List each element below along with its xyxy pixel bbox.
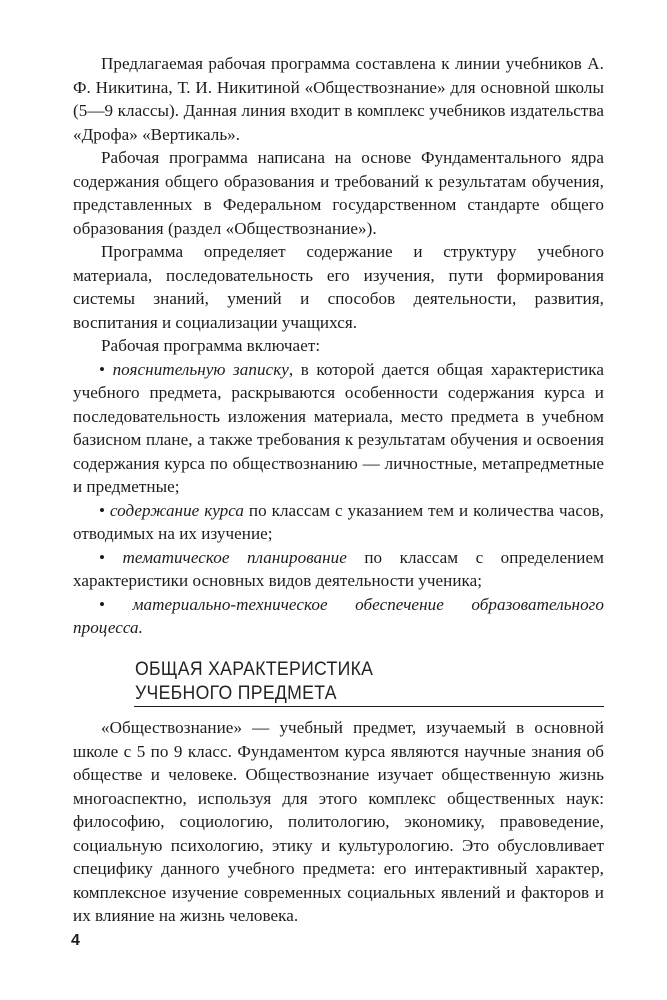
text-run: Программа определяет содержание и структуру учебного материала, последовательность его изучения, пути формирования системы знаний, умений и способов деятельности, развития, воспитания и социализации учащихся.: [73, 242, 604, 332]
bullet-list-item: [73, 593, 604, 640]
page-number: 4: [71, 932, 80, 949]
italic-run: материально-техническое обеспечение образовательного процесса.: [73, 594, 604, 637]
bullet-list-item: [73, 358, 604, 499]
section-heading: [135, 658, 605, 705]
text-run: •: [99, 500, 110, 520]
heading-divider: [134, 706, 604, 707]
paragraph: [73, 334, 604, 358]
text-run: , в которой дается общая характеристика учебного предмета, раскрываются особенности содержания курса и последовательность изложения материала, место предмета в учебном базисном плане, а также требования к результатам обучения и освоения содержания курса по обществознанию — личностные, метапредметные и предметные;: [73, 359, 604, 496]
text-run: Предлагаемая рабочая программа составлена к линии учебников А. Ф. Никитина, Т. И. Никитиной «Обществознание» для основной школы (5—9 классы). Данная линия входит в комплекс учебников издательства «Дрофа» «Вертикаль».: [73, 54, 604, 144]
text-run: •: [99, 359, 113, 379]
text-run: по классам с указанием тем и количества часов, отводимых на их изучение;: [73, 500, 605, 543]
paragraph: [73, 52, 604, 146]
paragraph: [73, 146, 604, 240]
bullet-list-item: [73, 499, 604, 546]
text-run: Рабочая программа написана на основе Фундаментального ядра содержания общего образования и требований к результатам обучения, представленных в Федеральном государственном стандарте общего образования (раздел «Обществознание»).: [73, 148, 604, 238]
italic-run: тематическое планирование: [122, 547, 347, 567]
section-body-text-block: [73, 716, 604, 928]
italic-run: пояснительную записку: [112, 359, 289, 379]
text-run: по классам с определением характеристики основных видов деятельности ученика;: [73, 547, 604, 590]
section-heading-line-2: УЧЕБНОГО ПРЕДМЕТА: [135, 681, 337, 704]
section-heading-line-1: ОБЩАЯ ХАРАКТЕРИСТИКА: [135, 658, 374, 680]
body-text-block: [73, 52, 604, 640]
bullet-list-item: [73, 546, 604, 593]
text-run: «Обществознание» — учебный предмет, изучаемый в основной школе с 5 по 9 класс. Фундаментом курса являются научные знания об обществе и человеке. Обществознание изучает общественную жизнь многоаспектно, используя для этого комплекс общественных наук: философию, социологию, политологию, экономику, правоведение, социальную психологию, этику и культурологию. Это обусловливает специфику данного учебного предмета: его интерактивный характер, комплексное изучение современных социальных явлений и факторов и их влияние на жизнь человека.: [73, 718, 604, 925]
italic-run: содержание курса: [109, 500, 245, 520]
text-run: Рабочая программа включает:: [101, 336, 321, 355]
paragraph: [73, 240, 604, 334]
paragraph: [73, 716, 604, 928]
text-run: •: [99, 547, 123, 567]
text-run: •: [99, 594, 133, 614]
